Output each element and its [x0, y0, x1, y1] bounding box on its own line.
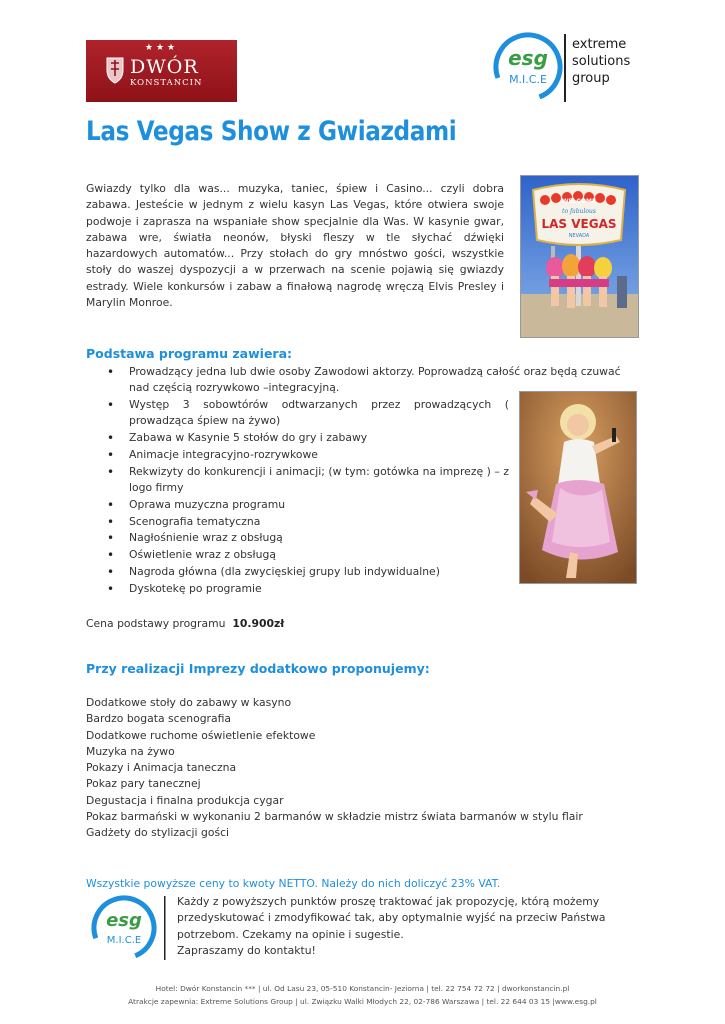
sign-las-vegas: LAS VEGAS [541, 217, 617, 231]
list-item: • Oprawa muzyczna programu [86, 497, 641, 513]
contact-line: Każdy z powyższych punktów proszę traktować jak propozycję, którą możemy [177, 895, 600, 908]
footer-esg-line: Atrakcje zapewnia: Extreme Solutions Group | ul. Związku Walki Młodych 22, 02-786 Warszawa | tel. 22 644 03 15 |www.esg.pl [128, 996, 597, 1006]
sign-welcome: WELCOME [561, 198, 597, 205]
esg-mice-label: M.I.C.E [509, 73, 547, 86]
program-heading: Podstawa programu zawiera: [86, 346, 293, 361]
sign-nevada: NEVADA [568, 233, 590, 239]
list-item: Dodatkowe stoły do zabawy w kasyno [86, 696, 292, 709]
contact-paragraph [177, 894, 637, 959]
dwor-konstancin-logo [86, 40, 237, 102]
page-title: Las Vegas Show z Gwiazdami [86, 116, 457, 147]
contact-line: przedyskutować i zmodyfikować tak, aby optymalnie wyjść na przeciw Państwa [177, 911, 606, 925]
contact-line: potrzebom. Czekamy na opinie i sugestie. [177, 927, 404, 941]
page-footer [0, 983, 725, 1008]
intro-paragraph: Gwiazdy tylko dla was... muzyka, taniec, śpiew i Casino... czyli dobra zabawa. Jesteście w jednym z wielu kasyn Las Vegas, które otwiera swoje podwoje i zaprasza na wspaniałe show specjalnie dla Was. W kasynie gwar, zabawa wre, światła neonów, błyski fleszy w tle słychać dźwięki hazardowych automatów... Przy stołach do gry mnóstwo gości, wszystkie stoły do waszej dyspozycji a w przerwach na scenie pojawią się gwiazdy estrady. Wiele konkursów i zabaw a finałową nagrodę wręczą Elvis Presley i Marylin Monroe. [86, 182, 504, 310]
esg-word: group [572, 71, 610, 86]
list-item: Gadżety do stylizacji gości [86, 826, 230, 840]
list-item: • Nagroda główna (dla zwycięskiej grupy lub indywidualne) [86, 564, 641, 580]
list-item: • Animacje integracyjno-rozrywkowe [86, 447, 641, 463]
performer-photo [519, 391, 637, 584]
list-item: Pokaz pary tanecznej [86, 777, 201, 791]
extras-heading: Przy realizacji Imprezy dodatkowo proponujemy: [86, 661, 430, 676]
dwor-logo-name: DWÓR [130, 56, 199, 78]
esg-monogram: esg [106, 910, 142, 931]
esg-logo-small [86, 892, 170, 964]
esg-word: solutions [572, 54, 631, 69]
esg-wordmark [572, 36, 630, 87]
list-item: • Oświetlenie wraz z obsługą [86, 547, 641, 563]
list-item: Dodatkowe ruchome oświetlenie efektowe [86, 728, 316, 742]
crest-icon [104, 54, 126, 84]
vat-note: Wszystkie powyższe ceny to kwoty NETTO. Należy do nich doliczyć 23% VAT. [86, 877, 501, 890]
list-item: • Dyskotekę po programie [86, 581, 641, 597]
hotel-stars: ★★★ [144, 43, 179, 53]
esg-divider [564, 34, 566, 102]
list-item: Degustacja i finalna produkcja cygar [86, 793, 284, 807]
esg-mice-icon [86, 892, 170, 964]
base-price [86, 616, 284, 632]
list-item: Pokaz barmański w wykonaniu 2 barmanów w składzie mistrz świata barmanów w stylu flair [86, 810, 583, 824]
list-item: Bardzo bogata scenografia [86, 712, 232, 726]
esg-logo [492, 28, 642, 106]
sign-fabulous: to fabulous [562, 208, 596, 215]
list-item: Muzyka na żywo [86, 744, 175, 758]
list-item: • Scenografia tematyczna [86, 514, 641, 530]
esg-mice-label: M.I.C.E [106, 935, 142, 946]
list-item: • Zabawa w Kasynie 5 stołów do gry i zabawy [86, 430, 641, 446]
list-item: • Nagłośnienie wraz z obsługą [86, 530, 641, 546]
esg-mice-icon [492, 28, 564, 106]
list-item: Pokazy i Animacja taneczna [86, 761, 237, 775]
price-label: Cena podstawy programu [86, 617, 226, 630]
list-item: • Rekwizyty do konkurencji i animacji; (w tym: gotówka na imprezę ) – z logo firmy [86, 464, 509, 497]
esg-word: extreme [572, 37, 627, 52]
extras-list [86, 695, 646, 842]
price-value: 10.900zł [232, 617, 285, 630]
dwor-logo-subtitle: KONSTANCIN [130, 78, 203, 88]
esg-monogram: esg [508, 46, 548, 70]
las-vegas-sign-photo [520, 175, 639, 338]
footer-hotel-line: Hotel: Dwór Konstancin *** | ul. Od Lasu 23, 05-510 Konstancin- Jeziorna | tel. 22 754 72 72 | dworkonstancin.pl [155, 984, 570, 993]
contact-line: Zapraszamy do kontaktu! [177, 943, 316, 957]
list-item: • Występ 3 sobowtórów odtwarzanych przez prowadzących ( prowadząca śpiew na żywo) [86, 397, 509, 430]
list-item: • Prowadzący jedna lub dwie osoby Zawodowi aktorzy. Poprowadzą całość oraz będą czuwać nad częścią rozrywkowo –integracyjną. [86, 364, 641, 397]
